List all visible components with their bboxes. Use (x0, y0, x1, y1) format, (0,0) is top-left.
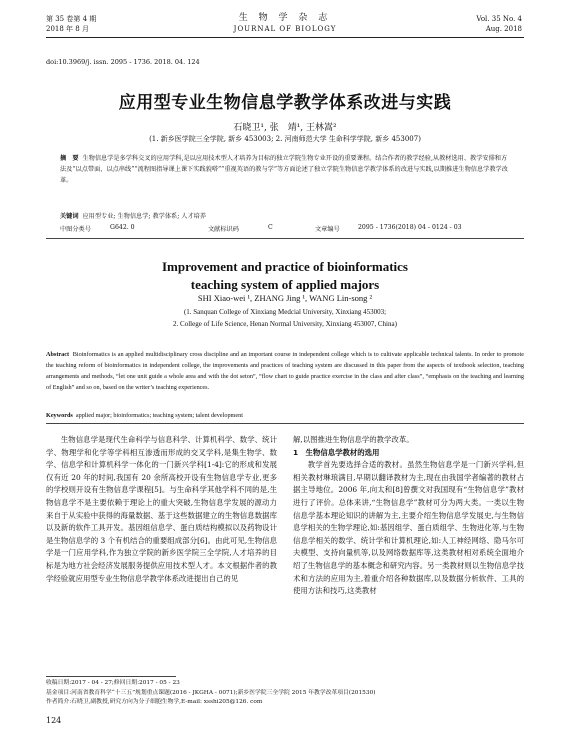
footnote-received: 收稿日期:2017 - 04 - 27;修回日期:2017 - 05 - 23 (46, 680, 180, 686)
title-en-line-2: teaching system of applied majors (190, 277, 380, 292)
article-no: 2095 - 1736(2018) 04 - 0124 - 03 (358, 224, 462, 231)
authors-en: SHI Xiao-wei ¹, ZHANG Jing ¹, WANG Lin-song ² (197, 293, 373, 303)
class-no-label: 中图分类号 (60, 226, 91, 233)
journal-name-en: JOURNAL OF BIOLOGY (233, 25, 337, 33)
body-column-right (293, 434, 524, 598)
volume-issue-cn: 第 35 卷第 4 期 (46, 15, 97, 23)
affiliations-en (0, 306, 570, 330)
abstract-cn (60, 153, 510, 186)
class-no: G642. 0 (110, 224, 135, 231)
footnotes (46, 679, 524, 708)
volume-issue-en: Vol. 35 No. 4 (476, 15, 522, 23)
journal-name-cn: 生 物 学 杂 志 (238, 13, 332, 23)
title-en-line-1: Improvement and practice of bioinformatics (161, 259, 408, 274)
abstract-cn-label: 摘 要 (60, 155, 79, 162)
section-divider (46, 238, 524, 239)
article-no-label: 文章编号 (315, 226, 340, 233)
paper-title-en (0, 258, 570, 294)
date-en: Aug. 2018 (485, 25, 522, 33)
page-number: 124 (46, 716, 62, 725)
footnote-author: 作者简介:石晓卫,副教授,研究方向为分子细胞生物学,E-mail: xsshi205@126. com (46, 699, 263, 705)
authors-cn: 石晓卫¹, 张 靖¹, 王林嵩² (233, 123, 337, 133)
keywords-en-label: Keywords (46, 412, 73, 419)
body-divider (46, 423, 524, 424)
doc-code: C (268, 224, 273, 231)
body-paragraph: 生物信息学是现代生命科学与信息科学、计算机科学、数学、统计学、物理学和化学等学科相互渗透而形成的交叉学科,是集生物学、数学、信息学和计算机科学一体化的一门新兴学科[1-4]:它的形成和发展仅有近 20 年的时间,我国有 20 余所高校开设有生物信息学专业,更多的学校则开设有生物信息学课程[5]。与生命科学其他学科不同的是,生物信息学不是主要依赖于理论上的重大突破,生物信息学发展的源动力来自于从实验中获得的海量数据、基于这些数据建立的生物信息数据库以及新的软件工具开发。基因组信息学、蛋白质结构模拟以及药物设计是生物信息学的 3 个有机结合的重要组成部分[6]。由此可见,生物信息学是一门应用学科,作为独立学院的新乡医学院三全学院,人才培养的目标是为地方社会经济发展服务提供应用技术型人才。本文根据作者的教学经验就应用型专业生物信息学教学体系改进提出自己的见 (46, 435, 277, 583)
keywords-cn-text: 应用型专业; 生物信息学; 教学体系; 人才培养 (82, 213, 207, 220)
footnote-rule (46, 676, 176, 677)
affil-en-line-1: (1. Sanquan College of Xinxiang Medcial University, Xinxiang 453003; (183, 308, 387, 316)
abstract-en (46, 349, 524, 393)
keywords-en-text: applied major; bioinformatics; teaching system; talent development (75, 412, 243, 419)
keywords-cn (60, 211, 510, 220)
abstract-en-text: Bioinformatics is an applied multidisciplinary cross discipline and an important course in independent college which is to cultivate applicable technical talents. In order to promote the teaching reform of bioinformatics in independent college, the improvements and practices of teaching system are discussed in this paper from the aspects of textbook selection, teaching arrangements and methods, “let one unit guide a whole area and with the dot seton”, “flow chart to guide practice exercise in the class and after class”, “emphasis on the teaching and learning of English” and so on, based on the writer’s teaching experiences. (46, 351, 524, 391)
header-volume-en (476, 14, 522, 34)
body-column-left (46, 434, 277, 585)
date-cn: 2018 年 8 月 (46, 25, 89, 33)
footnote-funding: 基金项目:河南省教育科学“十三五”规划重点课题(2016 - JKGHA - 0071);新乡医学院三全学院 2015 年教学改革项目(201530) (46, 689, 376, 696)
paper-title-cn: 应用型专业生物信息学教学体系改进与实践 (118, 93, 452, 113)
affil-en-line-2: 2. College of Life Science, Henan Normal University, Xinxiang 453007, China) (173, 320, 397, 328)
section-heading-1: 1 生物信息学教材的选用 (293, 447, 380, 457)
header-rule (46, 37, 524, 38)
body-paragraph: 教学首先要选择合适的教材。虽然生物信息学是一门新兴学科,但相关教材琳琅满目,早期以翻译教材为主,现在由我国学者编著的教材占据主导地位。2006 年,向太和[8]曾撰文对我国现有“生物信息学”教材进行了评价。总体来讲,“生物信息学”教材可分为两大类。一类以生物信息学基本理论知识的讲解为主,主要介绍生物信息学发展史,与生物信息学相关的生物学理论,如:基因组学、蛋白质组学、生物进化等,与生物信息学相关的数学、统计学和计算机理论,如:人工神经网络、隐马尔可夫模型、支持向量机等,以及网络数据库等,这类教材相对系统全面地介绍了生物信息学的基本概念和研究内容。另一类教材则以生物信息学技术和方法的应用为主,着重介绍各种数据库,以及数据分析软件、工具的使用方法和技巧,这类教材 (293, 460, 524, 596)
keywords-en (46, 412, 524, 419)
doc-code-label: 文献标识码 (208, 226, 239, 233)
body-paragraph-continued: 解,以图推进生物信息学的教学改革。 (293, 435, 414, 444)
keywords-cn-label: 关键词 (60, 213, 79, 220)
abstract-cn-text: 生物信息学是多学科交叉的应用学科,是以应用技术型人才培养为目标的独立学院生物专业开设的重要课程。结合作者的教学经验,从教材选用、教学安排和方法及“以点带面、以点串线”“流程图指导课上课下实践貌嗒”“重视英语的教与学”等方面论述了独立学院生物信息学教学体系的改进与实践,以期推进生物信息学教学改革。 (60, 155, 508, 184)
affiliations-cn: (1. 新乡医学院三全学院, 新乡 453003; 2. 河南师范大学 生命科学学院, 新乡 453007) (149, 135, 421, 143)
abstract-en-label: Abstract (46, 351, 70, 358)
doi: doi:10.3969/j. issn. 2095 - 1736. 2018. 04. 124 (46, 58, 200, 66)
